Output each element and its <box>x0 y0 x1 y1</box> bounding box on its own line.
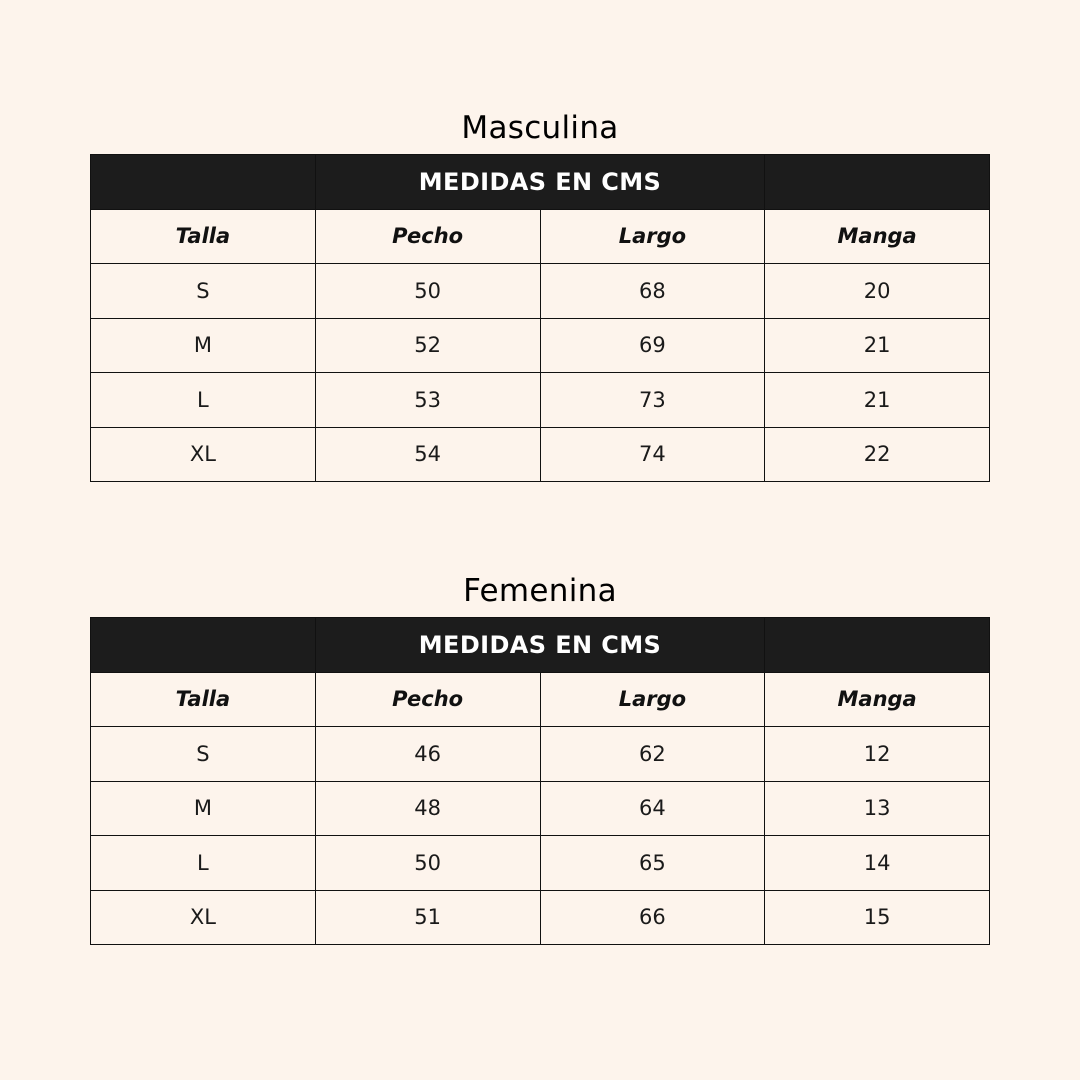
table-row <box>91 727 990 782</box>
cell-talla: M <box>91 318 316 373</box>
band-label: MEDIDAS EN CMS <box>315 155 765 210</box>
column-header-row <box>91 672 990 727</box>
cell-manga: 22 <box>765 427 990 482</box>
size-table <box>90 617 990 945</box>
cell-largo: 68 <box>540 264 765 319</box>
column-header-pecho: Pecho <box>315 209 540 264</box>
cell-talla: L <box>91 836 316 891</box>
size-chart-femenina <box>90 571 990 945</box>
section-title: Femenina <box>463 573 617 609</box>
table-row <box>91 318 990 373</box>
table-row <box>91 781 990 836</box>
column-header-manga: Manga <box>765 672 990 727</box>
cell-pecho: 54 <box>315 427 540 482</box>
size-table <box>90 154 990 482</box>
column-header-pecho: Pecho <box>315 672 540 727</box>
cell-pecho: 46 <box>315 727 540 782</box>
band-cell-empty <box>91 155 316 210</box>
cell-pecho: 52 <box>315 318 540 373</box>
cell-manga: 14 <box>765 836 990 891</box>
table-row <box>91 836 990 891</box>
cell-talla: L <box>91 373 316 428</box>
cell-talla: S <box>91 264 316 319</box>
cell-largo: 69 <box>540 318 765 373</box>
cell-manga: 21 <box>765 373 990 428</box>
column-header-manga: Manga <box>765 209 990 264</box>
band-cell-empty <box>765 618 990 673</box>
column-header-row <box>91 209 990 264</box>
cell-manga: 15 <box>765 890 990 945</box>
cell-largo: 74 <box>540 427 765 482</box>
cell-pecho: 53 <box>315 373 540 428</box>
column-header-largo: Largo <box>540 209 765 264</box>
cell-manga: 12 <box>765 727 990 782</box>
band-label: MEDIDAS EN CMS <box>315 618 765 673</box>
column-header-talla: Talla <box>91 209 316 264</box>
cell-manga: 21 <box>765 318 990 373</box>
cell-largo: 62 <box>540 727 765 782</box>
table-row <box>91 264 990 319</box>
table-header-band <box>91 618 990 673</box>
cell-talla: M <box>91 781 316 836</box>
size-chart-masculina <box>90 108 990 482</box>
column-header-largo: Largo <box>540 672 765 727</box>
cell-manga: 20 <box>765 264 990 319</box>
cell-largo: 65 <box>540 836 765 891</box>
table-header-band <box>91 155 990 210</box>
column-header-talla: Talla <box>91 672 316 727</box>
table-row <box>91 373 990 428</box>
cell-largo: 64 <box>540 781 765 836</box>
cell-manga: 13 <box>765 781 990 836</box>
band-cell-empty <box>91 618 316 673</box>
section-title: Masculina <box>461 110 619 146</box>
cell-pecho: 50 <box>315 264 540 319</box>
cell-pecho: 51 <box>315 890 540 945</box>
cell-talla: XL <box>91 427 316 482</box>
band-cell-empty <box>765 155 990 210</box>
cell-pecho: 50 <box>315 836 540 891</box>
cell-largo: 66 <box>540 890 765 945</box>
cell-talla: S <box>91 727 316 782</box>
cell-largo: 73 <box>540 373 765 428</box>
cell-pecho: 48 <box>315 781 540 836</box>
cell-talla: XL <box>91 890 316 945</box>
table-row <box>91 427 990 482</box>
table-row <box>91 890 990 945</box>
